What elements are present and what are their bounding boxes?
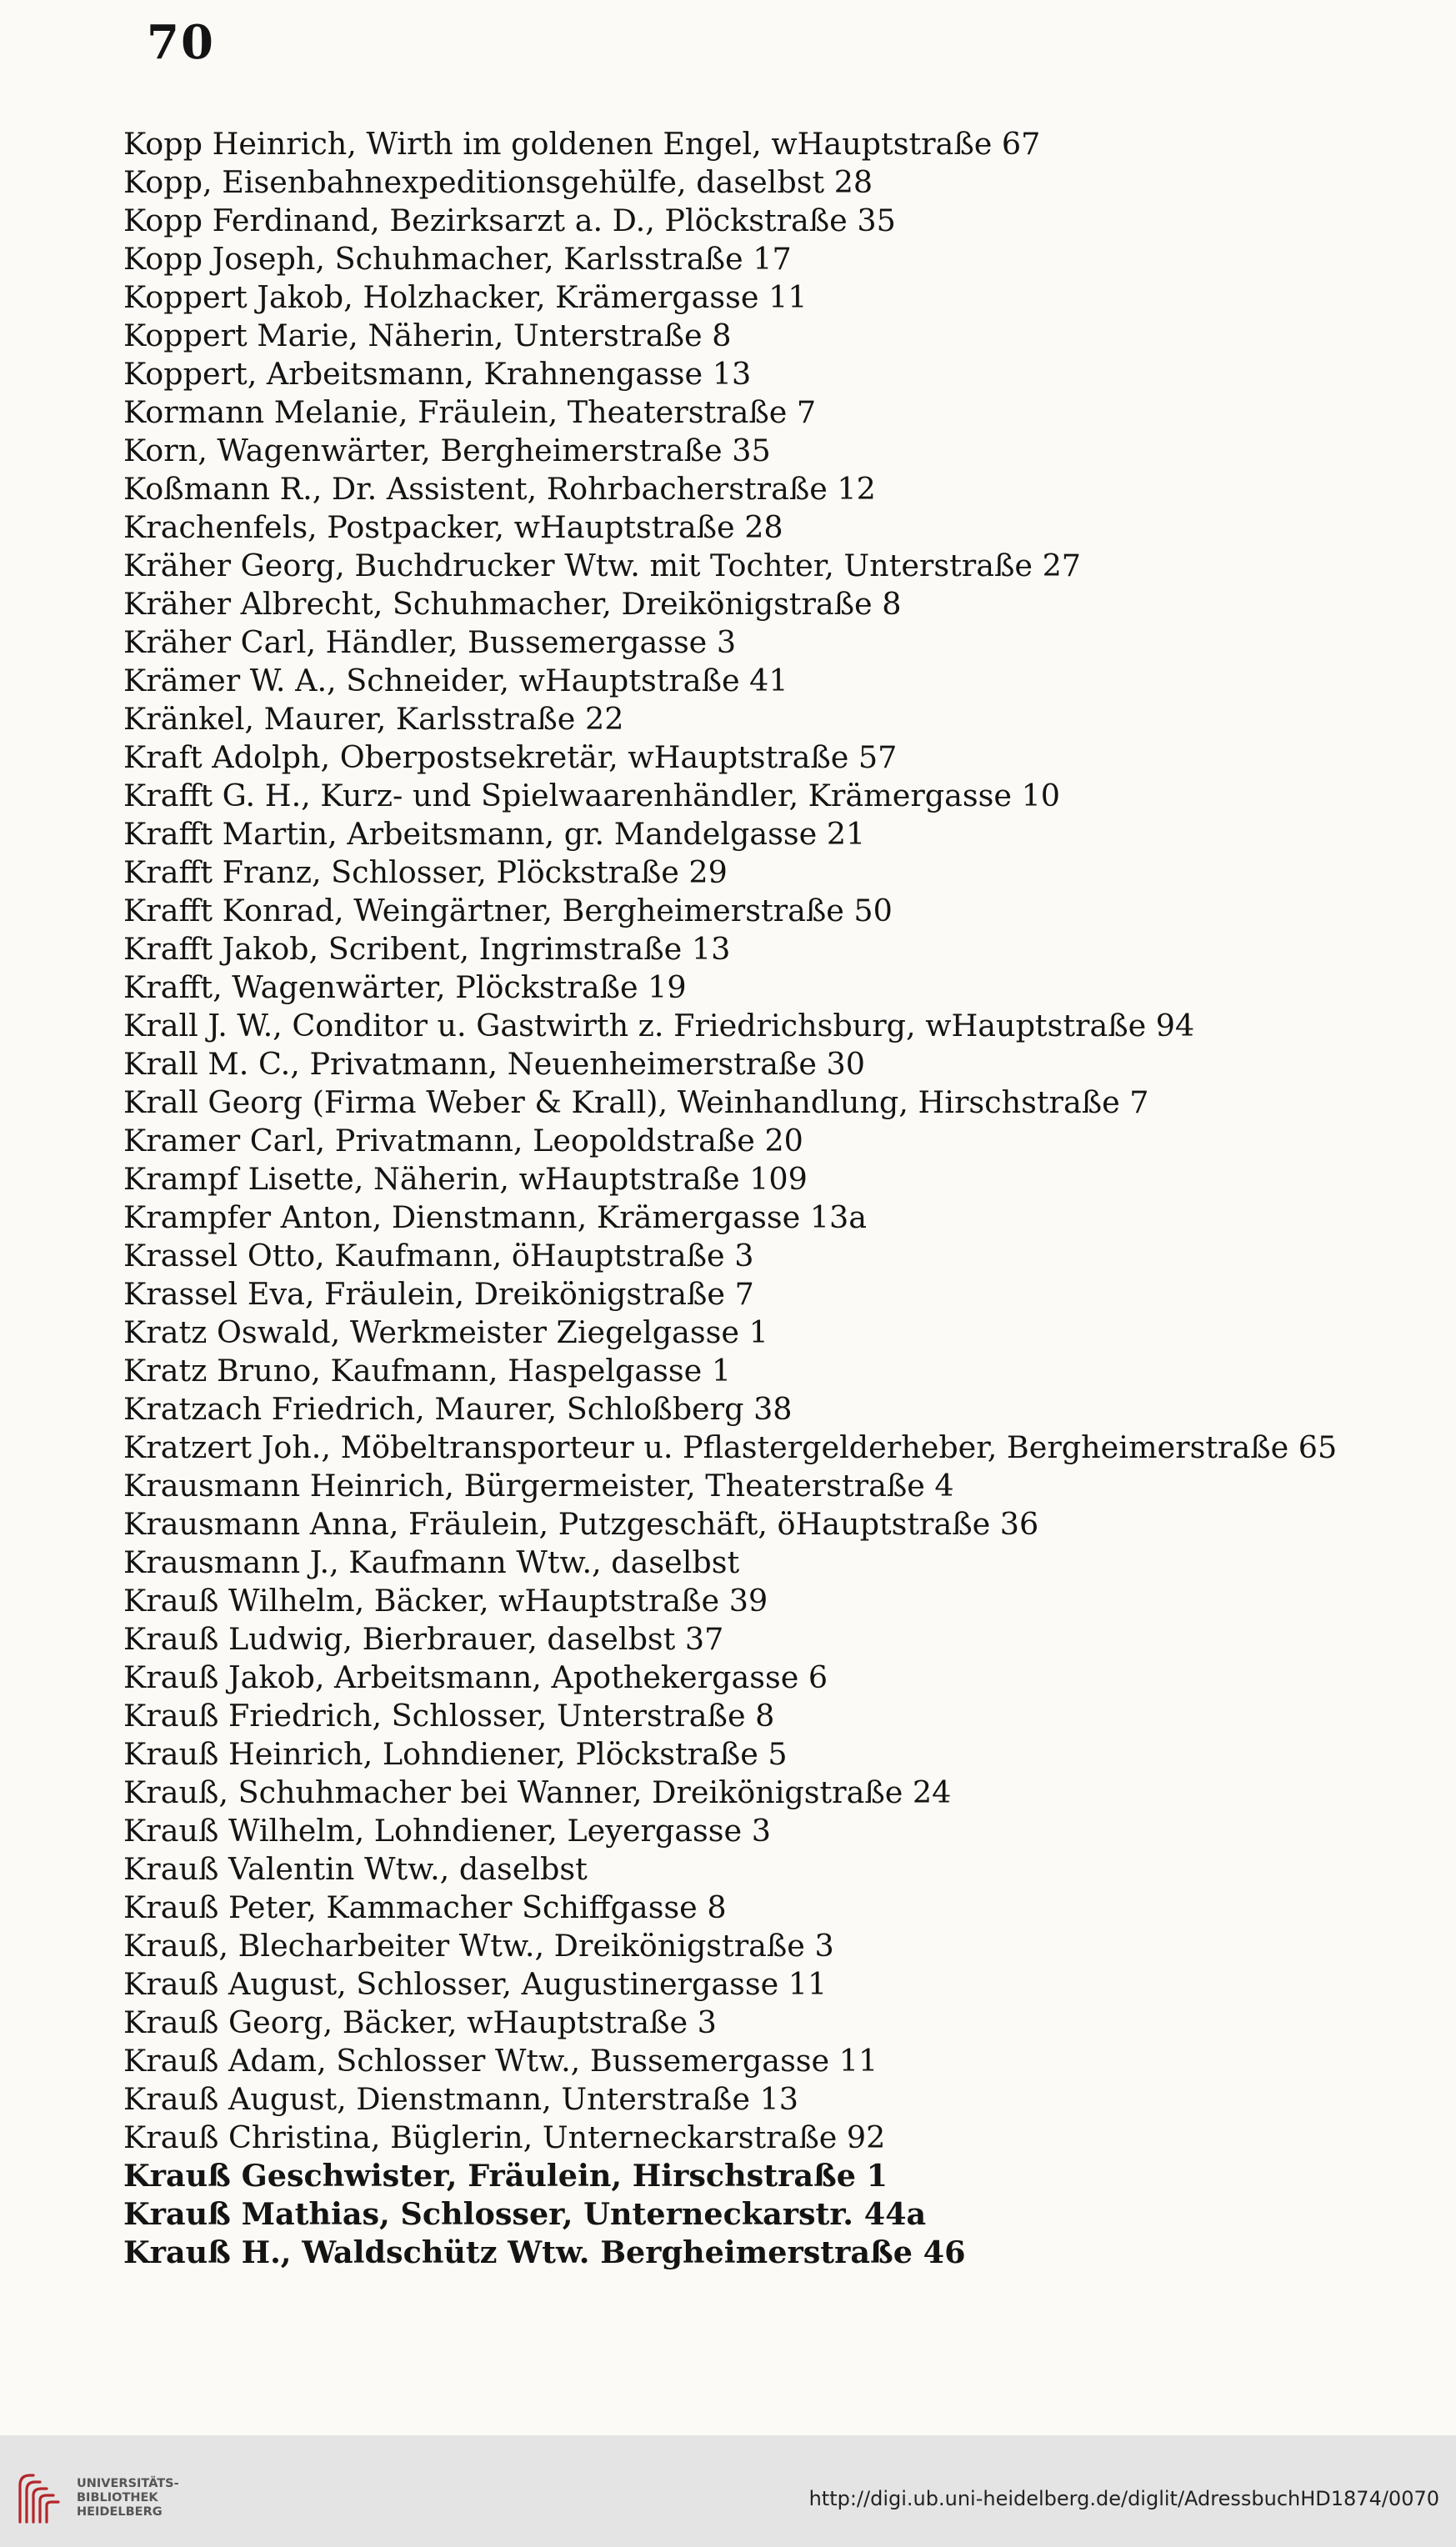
directory-entry: Koppert Marie, Näherin, Unterstraße 8 — [123, 318, 732, 353]
directory-entry: Krafft Franz, Schlosser, Plöckstraße 29 — [123, 854, 728, 890]
directory-entry: Kopp, Eisenbahnexpeditionsgehülfe, daselbst 28 — [123, 164, 873, 200]
directory-entry: Krachenfels, Postpacker, wHauptstraße 28 — [123, 509, 783, 545]
directory-entry: Krauß August, Dienstmann, Unterstraße 13 — [123, 2081, 798, 2117]
directory-entry: Krauß, Schuhmacher bei Wanner, Dreikönigstraße 24 — [123, 1774, 952, 1810]
directory-entry: Krausmann Anna, Fräulein, Putzgeschäft, öHauptstraße 36 — [123, 1506, 1039, 1542]
directory-entry: Kopp Joseph, Schuhmacher, Karlsstraße 17 — [123, 241, 792, 277]
directory-entry: Krauß Jakob, Arbeitsmann, Apothekergasse 6 — [123, 1659, 828, 1695]
library-name — [77, 2477, 179, 2519]
directory-entry: Kraft Adolph, Oberpostsekretär, wHauptstraße 57 — [123, 739, 898, 775]
directory-entry: Kratz Oswald, Werkmeister Ziegelgasse 1 — [123, 1314, 768, 1350]
directory-entry: Koppert, Arbeitsmann, Krahnengasse 13 — [123, 356, 752, 392]
directory-entry: Krampf Lisette, Näherin, wHauptstraße 109 — [123, 1161, 808, 1197]
directory-entry: Krall Georg (Firma Weber & Krall), Weinhandlung, Hirschstraße 7 — [123, 1084, 1149, 1120]
directory-entry: Krauß Friedrich, Schlosser, Unterstraße 8 — [123, 1698, 775, 1734]
directory-entry: Krampfer Anton, Dienstmann, Krämergasse 13a — [123, 1199, 868, 1235]
directory-entry: Kräher Carl, Händler, Bussemergasse 3 — [123, 624, 737, 660]
directory-entry: Kräher Albrecht, Schuhmacher, Dreikönigstraße 8 — [123, 586, 902, 622]
library-name-line-3: HEIDELBERG — [77, 2505, 163, 2519]
library-name-line-1: UNIVERSITÄTS- — [77, 2477, 179, 2490]
directory-entry: Krafft G. H., Kurz- und Spielwaarenhändler, Krämergasse 10 — [123, 778, 1061, 813]
footer-bar — [0, 2435, 1456, 2547]
directory-entry: Krauß Wilhelm, Lohndiener, Leyergasse 3 — [123, 1813, 771, 1849]
directory-entry: Krafft Jakob, Scribent, Ingrimstraße 13 — [123, 931, 731, 967]
directory-entry: Krauß Christina, Büglerin, Unterneckarstraße 92 — [123, 2119, 886, 2155]
directory-entry: Koßmann R., Dr. Assistent, Rohrbacherstraße 12 — [123, 471, 876, 507]
directory-entry: Krassel Otto, Kaufmann, öHauptstraße 3 — [123, 1238, 754, 1274]
directory-entry: Korn, Wagenwärter, Bergheimerstraße 35 — [123, 433, 771, 468]
directory-entry: Krauß Mathias, Schlosser, Unterneckarstr. 44a — [123, 2196, 927, 2232]
directory-entry: Krafft, Wagenwärter, Plöckstraße 19 — [123, 969, 687, 1005]
directory-entry: Kopp Heinrich, Wirth im goldenen Engel, wHauptstraße 67 — [123, 126, 1041, 162]
directory-entry: Krauß, Blecharbeiter Wtw., Dreikönigstraße 3 — [123, 1928, 834, 1964]
directory-entry: Krauß Heinrich, Lohndiener, Plöckstraße 5 — [123, 1736, 788, 1772]
directory-entry: Kratzert Joh., Möbeltransporteur u. Pflastergelderheber, Bergheimerstraße 65 — [123, 1429, 1338, 1465]
ub-heidelberg-logo-icon — [15, 2469, 62, 2525]
directory-entry: Krall M. C., Privatmann, Neuenheimerstraße 30 — [123, 1046, 865, 1082]
directory-entry: Krausmann J., Kaufmann Wtw., daselbst — [123, 1544, 740, 1580]
directory-entry: Krauß Adam, Schlosser Wtw., Bussemergasse 11 — [123, 2043, 878, 2079]
directory-entries — [123, 125, 1373, 2272]
directory-entry: Kränkel, Maurer, Karlsstraße 22 — [123, 701, 624, 737]
directory-entry: Krauß Wilhelm, Bäcker, wHauptstraße 39 — [123, 1583, 768, 1619]
directory-entry: Krall J. W., Conditor u. Gastwirth z. Friedrichsburg, wHauptstraße 94 — [123, 1008, 1195, 1043]
directory-entry: Krauß Georg, Bäcker, wHauptstraße 3 — [123, 2004, 717, 2040]
directory-entry: Krauß August, Schlosser, Augustinergasse 11 — [123, 1966, 828, 2002]
directory-entry: Krauß Peter, Kammacher Schiffgasse 8 — [123, 1889, 727, 1925]
directory-entry: Kräher Georg, Buchdrucker Wtw. mit Tochter, Unterstraße 27 — [123, 548, 1082, 583]
directory-entry: Krafft Martin, Arbeitsmann, gr. Mandelgasse 21 — [123, 816, 866, 852]
directory-entry: Koppert Jakob, Holzhacker, Krämergasse 11 — [123, 279, 808, 315]
page-number: 70 — [147, 15, 215, 70]
directory-entry: Kramer Carl, Privatmann, Leopoldstraße 20 — [123, 1123, 803, 1158]
directory-entry: Krassel Eva, Fräulein, Dreikönigstraße 7 — [123, 1276, 754, 1312]
directory-entry: Krausmann Heinrich, Bürgermeister, Theaterstraße 4 — [123, 1468, 954, 1504]
directory-entry: Krauß Geschwister, Fräulein, Hirschstraße 1 — [123, 2158, 888, 2194]
library-name-line-2: BIBLIOTHEK — [77, 2491, 158, 2504]
source-url[interactable]: http://digi.ub.uni-heidelberg.de/diglit/AdressbuchHD1874/0070 — [808, 2487, 1439, 2510]
directory-entry: Krafft Konrad, Weingärtner, Bergheimerstraße 50 — [123, 893, 893, 928]
directory-entry: Krämer W. A., Schneider, wHauptstraße 41 — [123, 663, 788, 698]
directory-entry: Krauß Ludwig, Bierbrauer, daselbst 37 — [123, 1621, 724, 1657]
directory-entry: Kratz Bruno, Kaufmann, Haspelgasse 1 — [123, 1353, 732, 1389]
directory-entry: Krauß H., Waldschütz Wtw. Bergheimerstraße 46 — [123, 2234, 966, 2270]
directory-entry: Kopp Ferdinand, Bezirksarzt a. D., Plöckstraße 35 — [123, 203, 896, 238]
directory-entry: Kormann Melanie, Fräulein, Theaterstraße 7 — [123, 394, 817, 430]
directory-entry: Krauß Valentin Wtw., daselbst — [123, 1851, 588, 1887]
directory-entry: Kratzach Friedrich, Maurer, Schloßberg 38 — [123, 1391, 793, 1427]
